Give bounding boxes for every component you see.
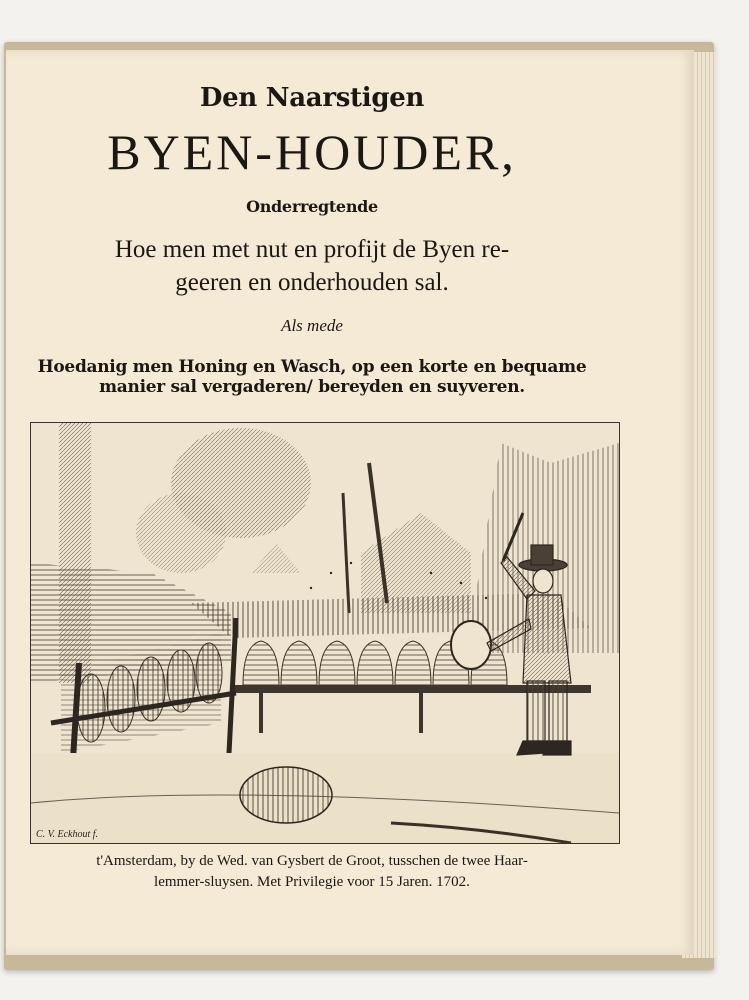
imprint-line-1: t'Amsterdam, by de Wed. van Gysbert de Groot, tusschen de twee Haar- <box>96 853 528 869</box>
engraving-illustration <box>30 422 620 844</box>
engraver-signature: C. V. Eckhout f. <box>36 829 99 840</box>
als-mede-line: Als mede <box>281 316 343 335</box>
title-line-1: Den Naarstigen <box>199 83 425 113</box>
subtitle-line-2: geeren en onderhouden sal. <box>175 269 449 296</box>
title-page <box>6 50 694 955</box>
beekeeper-scene-image <box>31 423 619 843</box>
description-line-2: manier sal vergaderen/ bereyden en suyveren. <box>99 377 525 397</box>
subtitle-word: Onderregtende <box>246 197 378 216</box>
description-line-1: Hoedanig men Honing en Wasch, op een korte en bequame <box>37 357 587 377</box>
subtitle-line-1: Hoe men met nut en profijt de Byen re- <box>114 236 510 263</box>
main-title: BYEN-HOUDER, <box>107 124 517 180</box>
imprint-line-2: lemmer-sluysen. Met Privilegie voor 15 Jaren. 1702. <box>154 874 470 890</box>
